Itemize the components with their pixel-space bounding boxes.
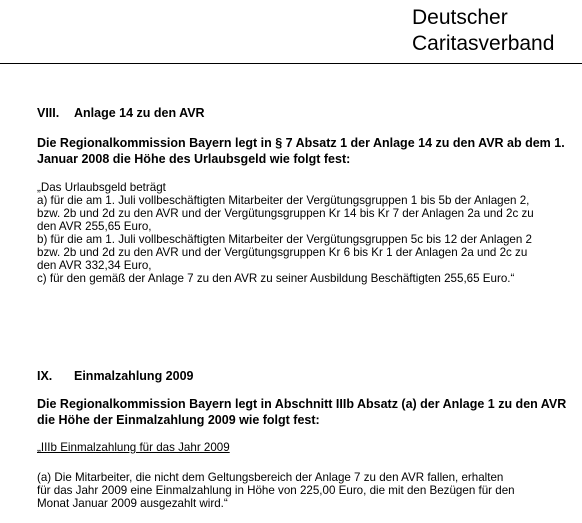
section-subheading [37, 441, 582, 454]
body-line: bzw. 2b und 2d zu den AVR und der Vergütungsgruppen Kr 6 bis Kr 1 der Anlagen 2a und 2c zu [37, 246, 528, 259]
body-line: c) für den gemäß der Anlage 7 zu den AVR zu seiner Ausbildung Beschäftigten 255,65 Euro.“ [37, 272, 515, 285]
body-line: b) für die am 1. Juli vollbeschäftigten Mitarbeiter der Vergütungsgruppen 5c bis 12 der Anlagen 2 [37, 233, 532, 246]
section-title: Anlage 14 zu den AVR [74, 106, 205, 120]
subheading-text: „IIIb Einmalzahlung für das Jahr 2009 [37, 441, 230, 454]
body-line: (a) Die Mitarbeiter, die nicht dem Geltungsbereich der Anlage 7 zu den AVR fallen, erhalten [37, 471, 504, 484]
section-intro [37, 396, 582, 428]
body-line: für das Jahr 2009 eine Einmalzahlung in Höhe von 225,00 Euro, die mit den Bezügen für den [37, 484, 515, 497]
body-line: „Das Urlaubsgeld beträgt [37, 181, 166, 194]
body-line: a) für die am 1. Juli vollbeschäftigten Mitarbeiter der Vergütungsgruppen 1 bis 5b der Anlagen 2, [37, 194, 530, 207]
organization-name [412, 5, 554, 57]
section-number: VIII. [37, 106, 60, 120]
organization-name-line-1: Deutscher [412, 6, 508, 29]
intro-line: Die Regionalkommission Bayern legt in § 7 Absatz 1 der Anlage 14 zu den AVR ab dem 1. [37, 136, 565, 150]
intro-line: Januar 2008 die Höhe des Urlaubsgeld wie folgt fest: [37, 152, 351, 166]
intro-line: Die Regionalkommission Bayern legt in Abschnitt IIIb Absatz (a) der Anlage 1 zu den AVR [37, 397, 567, 411]
intro-line: die Höhe der Einmalzahlung 2009 wie folgt fest: [37, 413, 320, 427]
section-number: IX. [37, 369, 53, 383]
body-line: Monat Januar 2009 ausgezahlt wird.“ [37, 497, 228, 510]
body-line: bzw. 2b und 2d zu den AVR und der Vergütungsgruppen Kr 14 bis Kr 7 der Anlagen 2a und 2c zu [37, 207, 534, 220]
section-intro [37, 135, 582, 167]
body-line: den AVR 255,65 Euro, [37, 220, 152, 233]
section-title: Einmalzahlung 2009 [74, 369, 194, 383]
header-divider [0, 63, 582, 64]
section-body [37, 471, 582, 510]
organization-name-line-2: Caritasverband [412, 32, 555, 55]
section-body [37, 181, 582, 285]
body-line: den AVR 332,34 Euro, [37, 259, 152, 272]
